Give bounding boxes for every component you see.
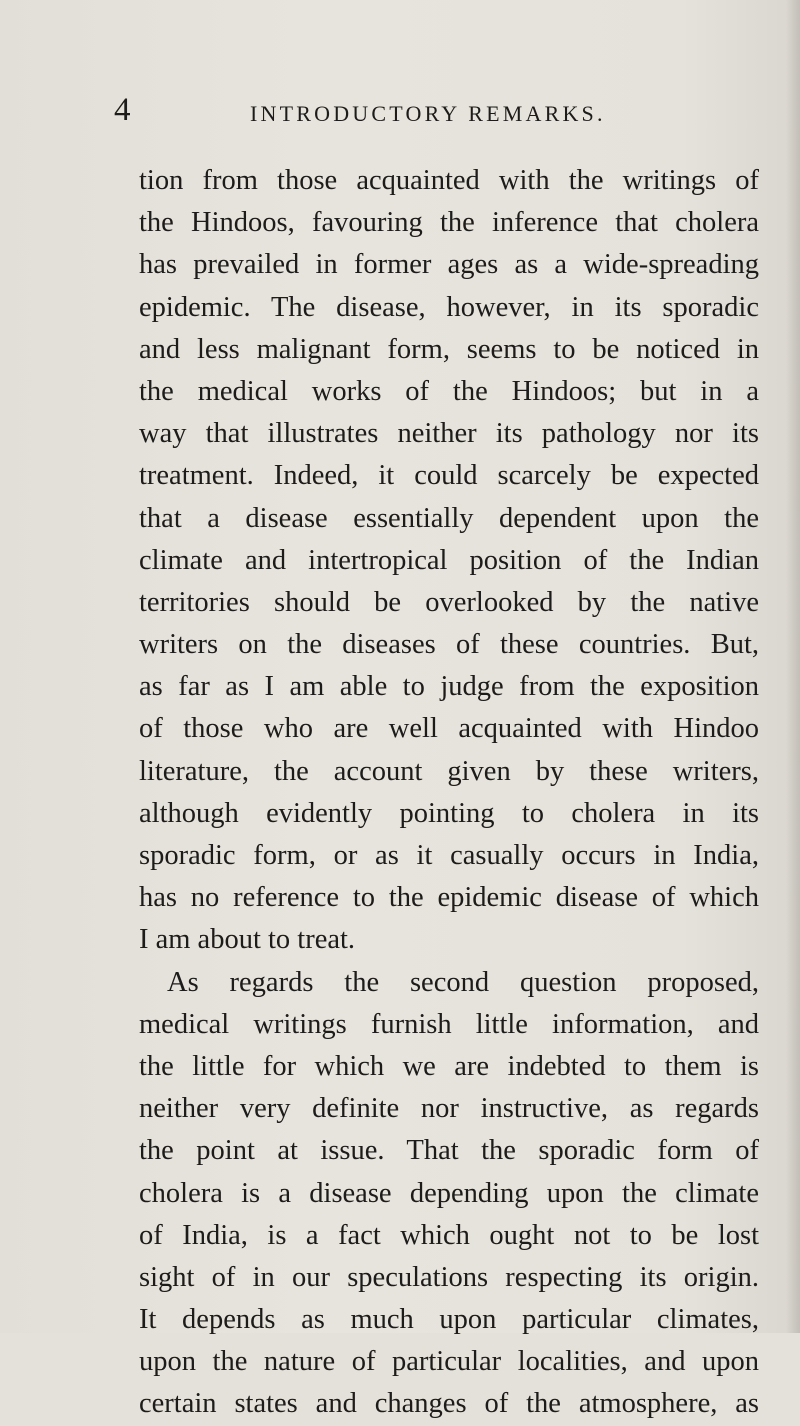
- running-head: INTRODUCTORY REMARKS.: [250, 101, 606, 126]
- paragraph-start-line: As regards the second question proposed,: [167, 966, 759, 998]
- text-line: sporadic form, or as it casually occurs in India,: [139, 840, 759, 871]
- text-line: the Hindoos, favouring the inference that cholera: [139, 207, 759, 239]
- text-line: treatment. Indeed, it could scarcely be expected: [139, 460, 759, 492]
- text-line: the medical works of the Hindoos; but in a: [139, 375, 759, 407]
- text-line: of India, is a fact which ought not to be lost: [139, 1219, 759, 1251]
- text-line: medical writings furnish little information, and: [139, 1008, 759, 1040]
- text-line: although evidently pointing to cholera in its: [139, 797, 759, 829]
- text-line: epidemic. The disease, however, in its sporadic: [139, 291, 759, 323]
- text-line: has no reference to the epidemic disease of which: [139, 882, 759, 914]
- page-header: [0, 0, 800, 140]
- text-line: certain states and changes of the atmosphere, as: [139, 1388, 759, 1420]
- text-line: neither very definite nor instructive, as regards: [139, 1093, 759, 1125]
- text-line: sight of in our speculations respecting its origin.: [139, 1261, 759, 1293]
- text-line: cholera is a disease depending upon the climate: [139, 1177, 759, 1209]
- text-line: writers on the diseases of these countries. But,: [139, 629, 759, 661]
- text-line: territories should be overlooked by the native: [139, 586, 759, 618]
- text-line: and less malignant form, seems to be noticed in: [139, 333, 759, 365]
- text-line: climate and intertropical position of the Indian: [139, 544, 759, 576]
- text-line: has prevailed in former ages as a wide-spreading: [139, 249, 759, 281]
- text-line: upon the nature of particular localities, and upon: [139, 1346, 759, 1378]
- text-line: It depends as much upon particular climates,: [139, 1304, 759, 1336]
- body-text: [139, 160, 759, 1426]
- page-number: 4: [114, 92, 131, 128]
- paragraph-end-line: I am about to treat.: [139, 924, 356, 956]
- text-line: way that illustrates neither its pathology nor its: [139, 418, 759, 450]
- text-line: as far as I am able to judge from the exposition: [139, 671, 759, 703]
- text-line: the point at issue. That the sporadic form of: [139, 1135, 759, 1167]
- text-line: the little for which we are indebted to them is: [139, 1050, 759, 1082]
- page-edge-shadow: [786, 0, 800, 1333]
- text-line: of those who are well acquainted with Hindoo: [139, 713, 759, 745]
- text-line: tion from those acquainted with the writings of: [139, 165, 759, 196]
- text-line: literature, the account given by these writers,: [139, 755, 759, 787]
- text-line: that a disease essentially dependent upon the: [139, 502, 759, 534]
